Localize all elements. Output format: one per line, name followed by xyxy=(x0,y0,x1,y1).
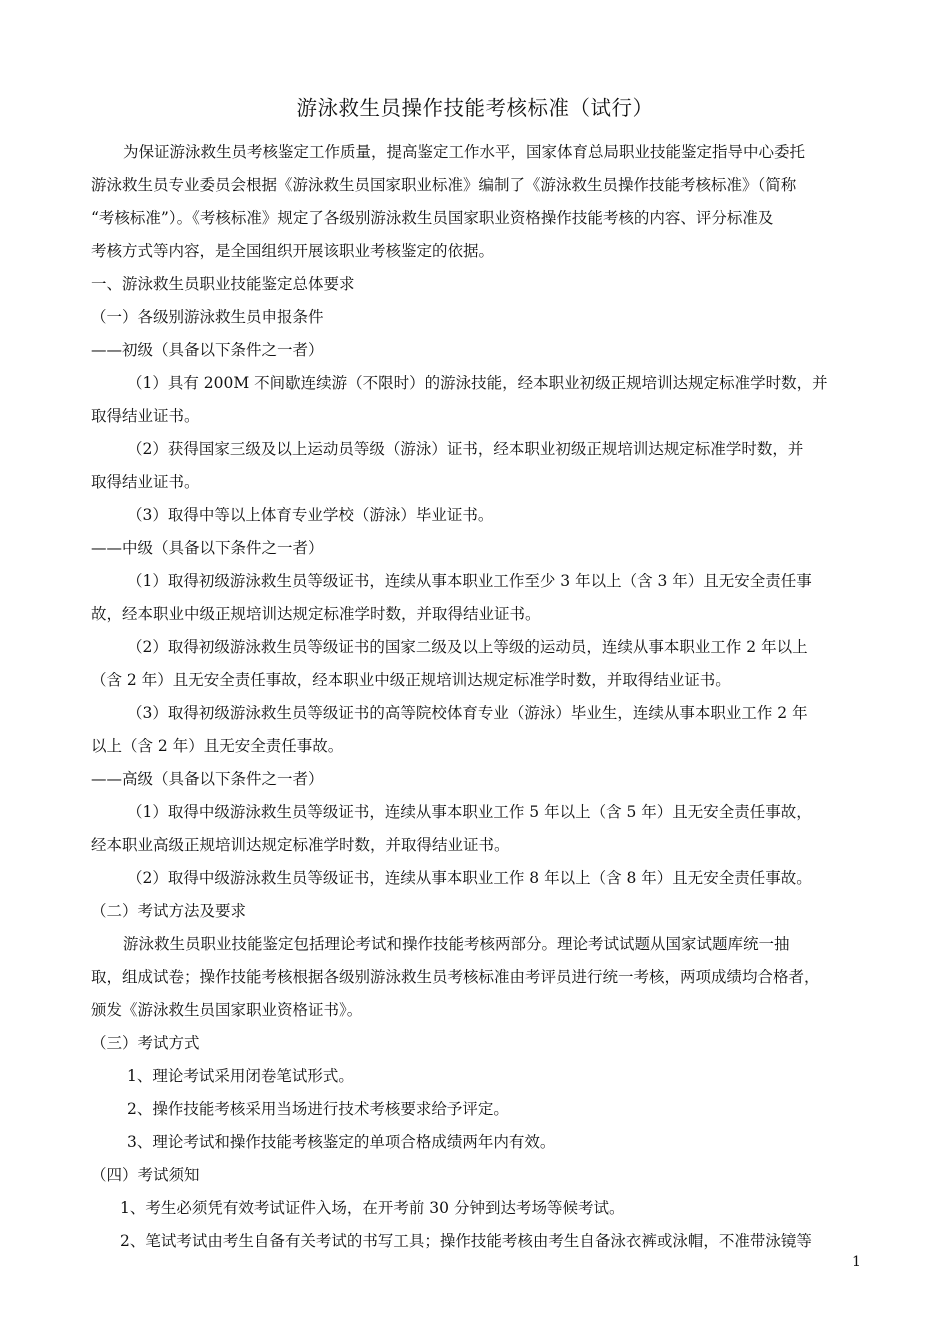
paragraph-line: （1）取得中级游泳救生员等级证书，连续从事本职业工作 5 年以上（含 5 年）且无安全责任事故， xyxy=(127,803,812,821)
paragraph-line: （2）获得国家三级及以上运动员等级（游泳）证书，经本职业初级正规培训达规定标准学时数，并 xyxy=(127,440,804,458)
document-title: 游泳救生员操作技能考核标准（试行） xyxy=(296,96,654,120)
subsection-heading: （三）考试方式 xyxy=(91,1034,200,1052)
paragraph-line: （3）取得初级游泳救生员等级证书的高等院校体育专业（游泳）毕业生，连续从事本职业工作 2 年 xyxy=(127,704,808,722)
paragraph-line: （1）取得初级游泳救生员等级证书，连续从事本职业工作至少 3 年以上（含 3 年）且无安全责任事 xyxy=(127,572,812,590)
paragraph-line: 以上（含 2 年）且无安全责任事故。 xyxy=(91,737,344,755)
page-number: 1 xyxy=(852,1254,861,1270)
paragraph-line: 经本职业高级正规培训达规定标准学时数，并取得结业证书。 xyxy=(91,836,510,854)
subsection-heading: （一）各级别游泳救生员申报条件 xyxy=(91,308,324,326)
level-heading: ——高级（具备以下条件之一者） xyxy=(91,770,324,788)
list-item: 1、考生必须凭有效考试证件入场，在开考前 30 分钟到达考场等候考试。 xyxy=(120,1199,625,1217)
section-heading: 一、游泳救生员职业技能鉴定总体要求 xyxy=(91,275,355,293)
paragraph-line: 游泳救生员专业委员会根据《游泳救生员国家职业标准》编制了《游泳救生员操作技能考核标准》（简称 xyxy=(91,176,797,194)
paragraph-line: 故，经本职业中级正规培训达规定标准学时数，并取得结业证书。 xyxy=(91,605,541,623)
paragraph-line: 考核方式等内容，是全国组织开展该职业考核鉴定的依据。 xyxy=(91,242,495,260)
paragraph-line: 为保证游泳救生员考核鉴定工作质量，提高鉴定工作水平，国家体育总局职业技能鉴定指导中心委托 xyxy=(123,143,806,161)
list-item: 2、操作技能考核采用当场进行技术考核要求给予评定。 xyxy=(127,1100,509,1118)
list-item: 2、笔试考试由考生自备有关考试的书写工具；操作技能考核由考生自备泳衣裤或泳帽，不准带泳镜等 xyxy=(120,1232,812,1250)
paragraph-line: 取，组成试卷；操作技能考核根据各级别游泳救生员考核标准由考评员进行统一考核，两项成绩均合格者， xyxy=(91,968,820,986)
paragraph-line: 颁发《游泳救生员国家职业资格证书》。 xyxy=(91,1001,363,1019)
paragraph-line: （3）取得中等以上体育专业学校（游泳）毕业证书。 xyxy=(127,506,494,524)
paragraph-line: （2）取得初级游泳救生员等级证书的国家二级及以上等级的运动员，连续从事本职业工作 2 年以上 xyxy=(127,638,808,656)
list-item: 1、理论考试采用闭卷笔试形式。 xyxy=(127,1067,354,1085)
paragraph-line: 取得结业证书。 xyxy=(91,407,200,425)
paragraph-line: （2）取得中级游泳救生员等级证书，连续从事本职业工作 8 年以上（含 8 年）且无安全责任事故。 xyxy=(127,869,812,887)
paragraph-line: “考核标准”）。《考核标准》规定了各级别游泳救生员国家职业资格操作技能考核的内容、评分标准及 xyxy=(91,209,774,227)
level-heading: ——中级（具备以下条件之一者） xyxy=(91,539,324,557)
subsection-heading: （二）考试方法及要求 xyxy=(91,902,247,920)
paragraph-line: 取得结业证书。 xyxy=(91,473,200,491)
level-heading: ——初级（具备以下条件之一者） xyxy=(91,341,324,359)
subsection-heading: （四）考试须知 xyxy=(91,1166,200,1184)
paragraph-line: 游泳救生员职业技能鉴定包括理论考试和操作技能考核两部分。理论考试试题从国家试题库统一抽 xyxy=(123,935,790,953)
list-item: 3、理论考试和操作技能考核鉴定的单项合格成绩两年内有效。 xyxy=(127,1133,556,1151)
paragraph-line: （1）具有 200M 不间歇连续游（不限时）的游泳技能，经本职业初级正规培训达规定标准学时数，并 xyxy=(127,374,828,392)
paragraph-line: （含 2 年）且无安全责任事故，经本职业中级正规培训达规定标准学时数，并取得结业证书。 xyxy=(91,671,731,689)
